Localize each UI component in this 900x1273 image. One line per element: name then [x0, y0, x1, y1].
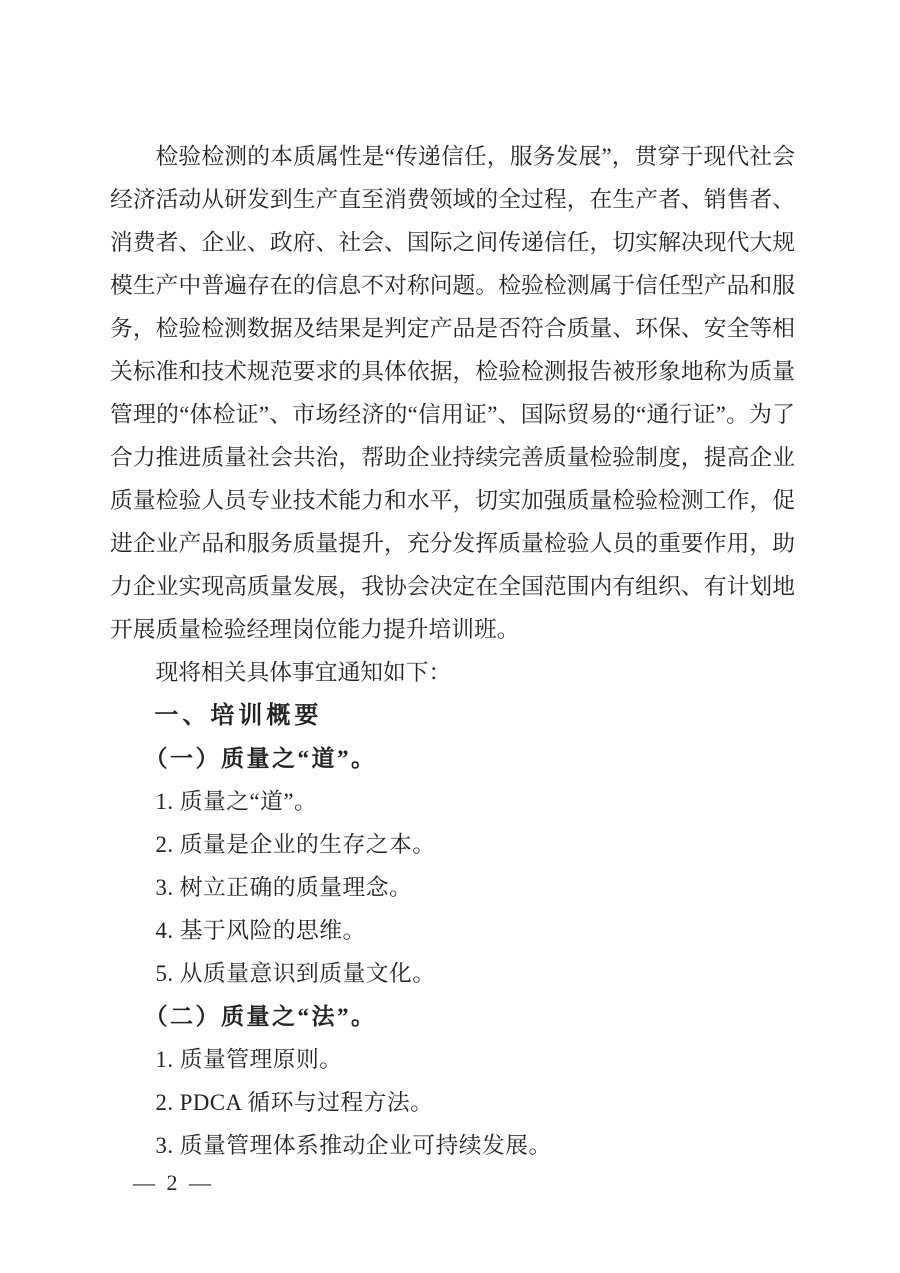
list-item-fa-3: 3. 质量管理体系推动企业可持续发展。	[155, 1133, 552, 1158]
list-item-dao-1: 1. 质量之“道”。	[155, 789, 318, 814]
heading-training-overview: 一、培训概要	[154, 702, 323, 729]
heading-quality-fa: （二）质量之“法”。	[144, 1004, 377, 1029]
list-item-fa-1: 1. 质量管理原则。	[155, 1047, 343, 1072]
list-item-dao-4: 4. 基于风险的思维。	[155, 918, 366, 943]
list-item-dao-3: 3. 树立正确的质量理念。	[155, 875, 413, 900]
page-number: — 2 —	[133, 1170, 214, 1195]
list-item-dao-2: 2. 质量是企业的生存之本。	[155, 832, 436, 857]
heading-quality-dao: （一）质量之“道”。	[144, 746, 377, 771]
paragraph-intro: 检验检测的本质属性是“传递信任，服务发展”，贯穿于现代社会经济活动从研发到生产直至消费领域的全过程，在生产者、销售者、消费者、企业、政府、社会、国际之间传递信任，切实解决现代大规模生产中普遍存在的信息不对称问题。检验检测属于信任型产品和服务，检验检测数据及结果是判定产品是否符合质量、环保、安全等相关标准和技术规范要求的具体依据，检验检测报告被形象地称为质量管理的“体检证”、市场经济的“信用证”、国际贸易的“通行证”。为了合力推进质量社会共治，帮助企业持续完善质量检验制度，提高企业质量检验人员专业技术能力和水平，切实加强质量检验检测工作，促进企业产品和服务质量提升，充分发挥质量检验人员的重要作用，助力企业实现高质量发展，我协会决定在全国范围内有组织、有计划地开展质量检验经理岗位能力提升培训班。	[110, 144, 795, 642]
list-item-dao-5: 5. 从质量意识到质量文化。	[155, 961, 436, 986]
list-item-fa-2: 2. PDCA 循环与过程方法。	[155, 1090, 434, 1115]
paragraph-notice: 现将相关具体事宜通知如下：	[155, 660, 452, 685]
document-body	[110, 135, 795, 1167]
